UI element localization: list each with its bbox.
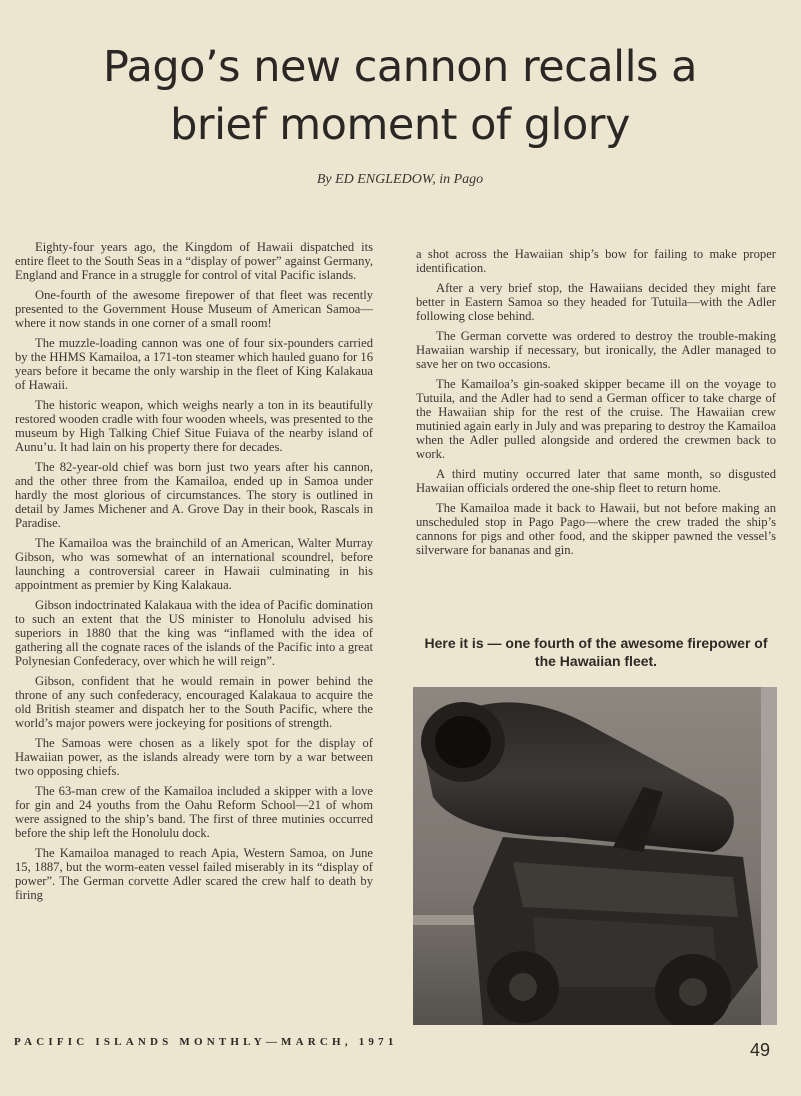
article-right-column [416,247,776,563]
byline-location: in Pago [439,172,484,187]
paragraph: After a very brief stop, the Hawaiians decided they might fare better in Eastern Samoa so they headed for Tutuila—with the Adler following close behind. [416,281,776,323]
paragraph: A third mutiny occurred later that same month, so disgusted Hawaiian officials ordered the one-ship fleet to return home. [416,467,776,495]
page-number: 49 [750,1040,771,1060]
publication-footer: PACIFIC ISLANDS MONTHLY—MARCH, 1971 [14,1036,398,1048]
photo-caption: Here it is — one fourth of the awesome firepower of the Hawaiian fleet. [424,635,768,669]
paragraph: The muzzle-loading cannon was one of four six-pounders carried by the HHMS Kamailoa, a 171-ton steamer which hauled guano for 16 years before it became the only warship in the fleet of King Kalakaua of Hawaii. [15,336,373,392]
paragraph: The Kamailoa was the brainchild of an American, Walter Murray Gibson, who was somewhat of an international scoundrel, before launching a controversial career in Hawaii culminating in his appointment as premier by King Kalakaua. [15,536,373,592]
paragraph: The Kamailoa’s gin-soaked skipper became ill on the voyage to Tutuila, and the Adler had to send a German officer to take charge of the Hawaiian ship for the rest of the cruise. The Hawaiian crew mutinied again early in July and was preparing to destroy the Kamailoa when the Adler pulled alongside and ordered the crewmen back to work. [416,377,776,461]
paragraph: The Samoas were chosen as a likely spot for the display of Hawaiian power, as the islands already were torn by a war between two opposing chiefs. [15,736,373,778]
paragraph: The 82-year-old chief was born just two years after his cannon, and the other three from the Kamailoa, ended up in Samoa under hardly the most glorious of circumstances. The story is outlined in detail by James Michener and A. Grove Day in their book, Rascals in Paradise. [15,460,373,530]
byline-author: ED ENGLEDOW, [335,172,436,187]
paragraph: The Kamailoa made it back to Hawaii, but not before making an unscheduled stop in Pago Pago—where the crew traded the ship’s cannons for pigs and other food, and the skipper pawned the vessel’s silverware for bananas and gin. [416,501,776,557]
paragraph: a shot across the Hawaiian ship’s bow for failing to make proper identification. [416,247,776,275]
paragraph: One-fourth of the awesome firepower of that fleet was recently presented to the Government House Museum of American Samoa—where it now stands in one corner of a small room! [15,288,373,330]
article-left-column [15,240,373,908]
paragraph: The historic weapon, which weighs nearly a ton in its beautifully restored wooden cradle with four wooden wheels, was presented to the museum by High Talking Chief Situe Fuiava of the nearby island of Aunu’u. It had lain on his property there for decades. [15,398,373,454]
byline [250,172,550,188]
cannon-photo [413,687,777,1025]
paragraph: The German corvette was ordered to destroy the trouble-making Hawaiian warship if necessary, but ironically, the Adler managed to save her on two occasions. [416,329,776,371]
cannon-illustration [413,687,777,1025]
paragraph: The 63-man crew of the Kamailoa included a skipper with a love for gin and 24 youths from the Oahu Reform School—21 of whom were assigned to the ship’s band. The first of three mutinies occurred before the ship left the Honolulu dock. [15,784,373,840]
paragraph: Eighty-four years ago, the Kingdom of Hawaii dispatched its entire fleet to the South Seas in a “display of power” against Germany, England and France in a struggle for control of vital Pacific islands. [15,240,373,282]
headline: Pago’s new cannon recalls a brief moment of glory [103,42,697,150]
paragraph: Gibson indoctrinated Kalakaua with the idea of Pacific domination to such an extent that the US minister to Honolulu advised his superiors in 1880 that the king was “inflamed with the idea of gathering all the cognate races of the islands of the Pacific into a great Polynesian Confederacy, over which he will reign”. [15,598,373,668]
paragraph: The Kamailoa managed to reach Apia, Western Samoa, on June 15, 1887, but the worm-eaten vessel failed miserably in its “display of power”. The German corvette Adler scared the crew half to death by firing [15,846,373,902]
paragraph: Gibson, confident that he would remain in power behind the throne of any such confederacy, encouraged Kalakaua to acquire the old British steamer and dispatch her to the South Pacific, where the world’s major powers were jockeying for positions of strength. [15,674,373,730]
byline-prefix: By [316,172,332,187]
